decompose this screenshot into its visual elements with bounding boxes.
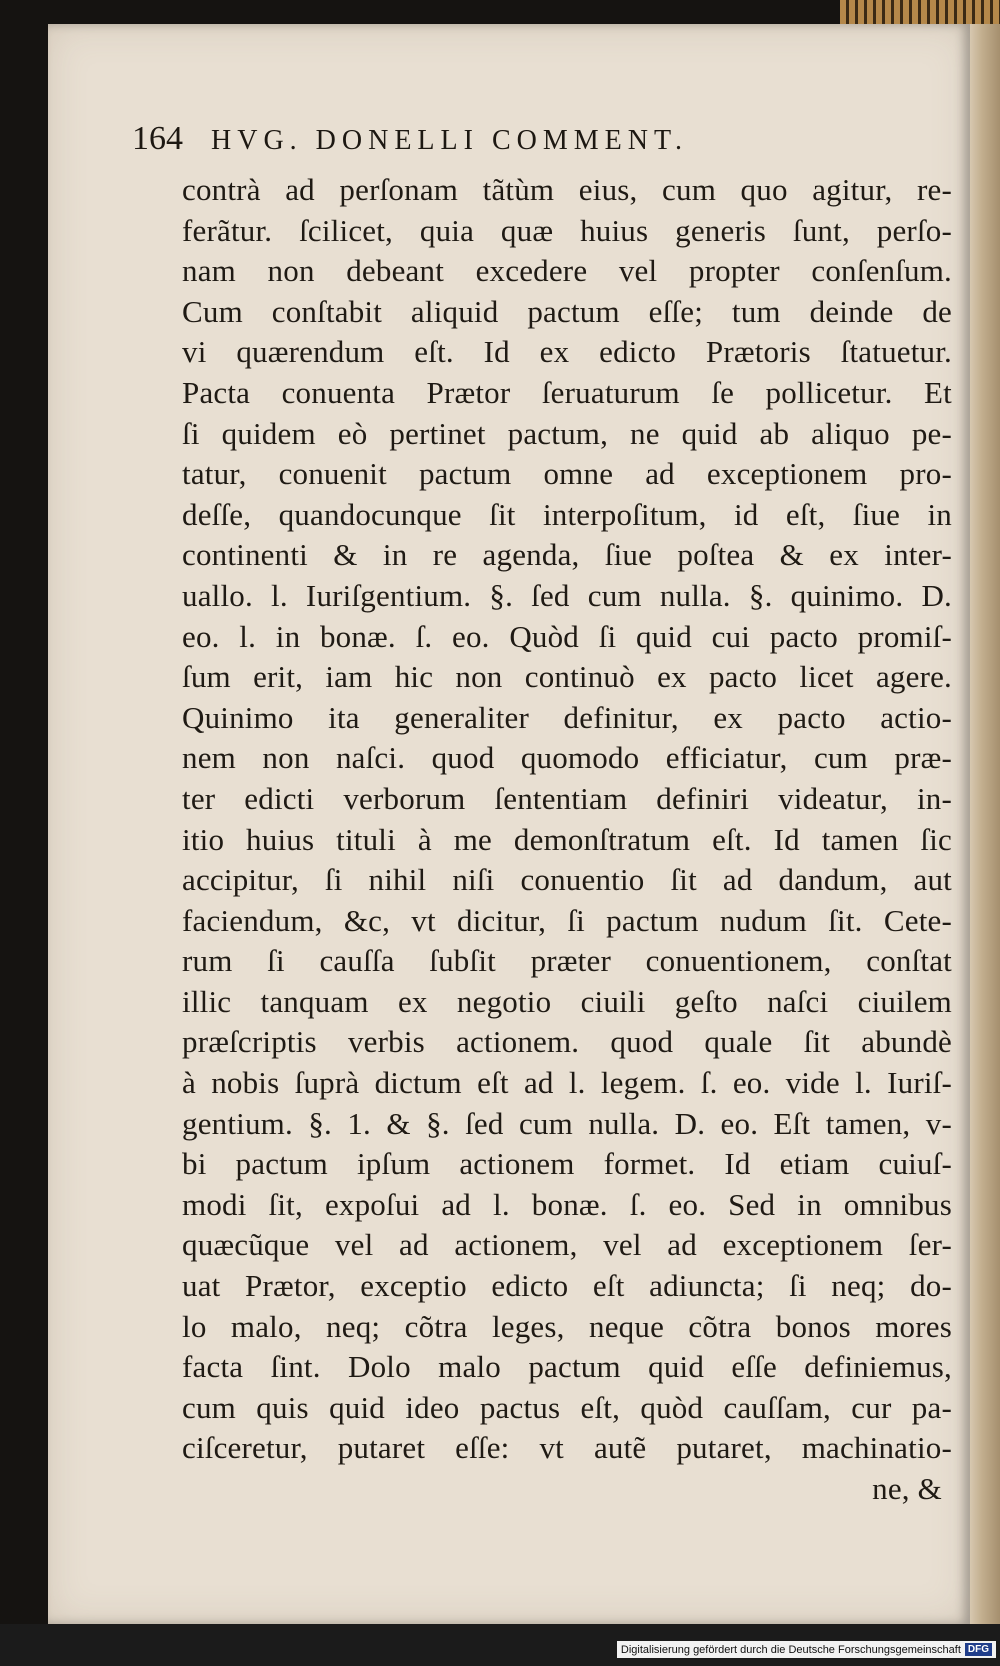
text-line: ſum erit, iam hic non continuò ex pacto licet agere.: [182, 659, 952, 695]
text-line: rum ſi cauſſa ſubſit præter conuentionem, conſtat: [182, 943, 952, 979]
text-line: Cum conſtabit aliquid pactum eſſe; tum deinde de: [182, 293, 952, 329]
text-line: nam non debeant excedere vel propter conſenſum.: [182, 253, 952, 289]
body-text: [182, 170, 952, 1510]
text-line: eo. l. in bonæ. ſ. eo. Quòd ſi quid cui pacto promiſ-: [182, 618, 952, 654]
text-line: uallo. l. Iuriſgentium. §. ſed cum nulla. §. quinimo. D.: [182, 577, 952, 613]
text-line: modi ſit, expoſui ad l. bonæ. ſ. eo. Sed in omnibus: [182, 1186, 952, 1222]
text-line: bi pactum ipſum actionem formet. Id etiam cuiuſ-: [182, 1146, 952, 1182]
text-line: ter edicti verborum ſententiam definiri videatur, in-: [182, 780, 952, 816]
text-line: nem non naſci. quod quomodo efficiatur, cum præ-: [182, 740, 952, 776]
text-line: illic tanquam ex negotio ciuili geſto naſci ciuilem: [182, 983, 952, 1019]
text-line: tatur, conuenit pactum omne ad exceptionem pro-: [182, 456, 952, 492]
viewer-footer: [0, 1624, 1000, 1666]
text-line: deſſe, quandocunque ſit interpoſitum, id eſt, ſiue in: [182, 496, 952, 532]
text-line: facta ſint. Dolo malo pactum quid eſſe definiemus,: [182, 1349, 952, 1385]
text-line: præſcriptis verbis actionem. quod quale ſit abundè: [182, 1024, 952, 1060]
text-line: contrà ad perſonam tãtùm eius, cum quo agitur, re-: [182, 172, 952, 207]
text-line: à nobis ſuprà dictum eſt ad l. legem. ſ. eo. vide l. Iuriſ-: [182, 1065, 952, 1101]
text-line: accipitur, ſi nihil niſi conuentio ſit ad dandum, aut: [182, 862, 952, 898]
book-spine-edge: [840, 0, 1000, 24]
text-line: cum quis quid ideo pactus eſt, quòd cauſſam, cur pa-: [182, 1389, 952, 1425]
dfg-logo-icon: DFG: [965, 1643, 992, 1656]
funding-credit: [617, 1641, 996, 1658]
credit-text: Digitalisierung gefördert durch die Deutsche Forschungsgemeinschaft: [620, 1643, 961, 1656]
running-head: HVG. DONELLI COMMENT.: [211, 125, 688, 156]
text-line: continenti & in re agenda, ſiue poſtea & ex inter-: [182, 537, 952, 573]
text-line: ciſceretur, putaret eſſe: vt autẽ putaret, machinatio-: [182, 1430, 952, 1466]
text-line: Quinimo ita generaliter definitur, ex pacto actio-: [182, 699, 952, 735]
text-line: gentium. §. 1. & §. ſed cum nulla. D. eo. Eſt tamen, v-: [182, 1105, 952, 1141]
text-line: faciendum, &c, vt dicitur, ſi pactum nudum ſit. Cete-: [182, 902, 952, 938]
text-line: ſi quidem eò pertinet pactum, ne quid ab aliquo pe-: [182, 415, 952, 451]
text-line: uat Prætor, exceptio edicto eſt adiuncta; ſi neq; do-: [182, 1268, 952, 1304]
text-line: vi quærendum eſt. Id ex edicto Prætoris ſtatuetur.: [182, 334, 952, 370]
text-line: quæcũque vel ad actionem, vel ad exceptionem ſer-: [182, 1227, 952, 1263]
page-number: 164: [132, 120, 183, 157]
page-edge-stack: [970, 24, 1000, 1624]
text-line: itio huius tituli à me demonſtratum eſt. Id tamen ſic: [182, 821, 952, 857]
catchword: ne, &: [872, 1471, 942, 1506]
text-line: lo malo, neq; cõtra leges, neque cõtra bonos mores: [182, 1308, 952, 1344]
text-line: ferãtur. ſcilicet, quia quæ huius generis ſunt, perſo-: [182, 212, 952, 248]
text-line: Pacta conuenta Prætor ſeruaturum ſe pollicetur. Et: [182, 374, 952, 410]
